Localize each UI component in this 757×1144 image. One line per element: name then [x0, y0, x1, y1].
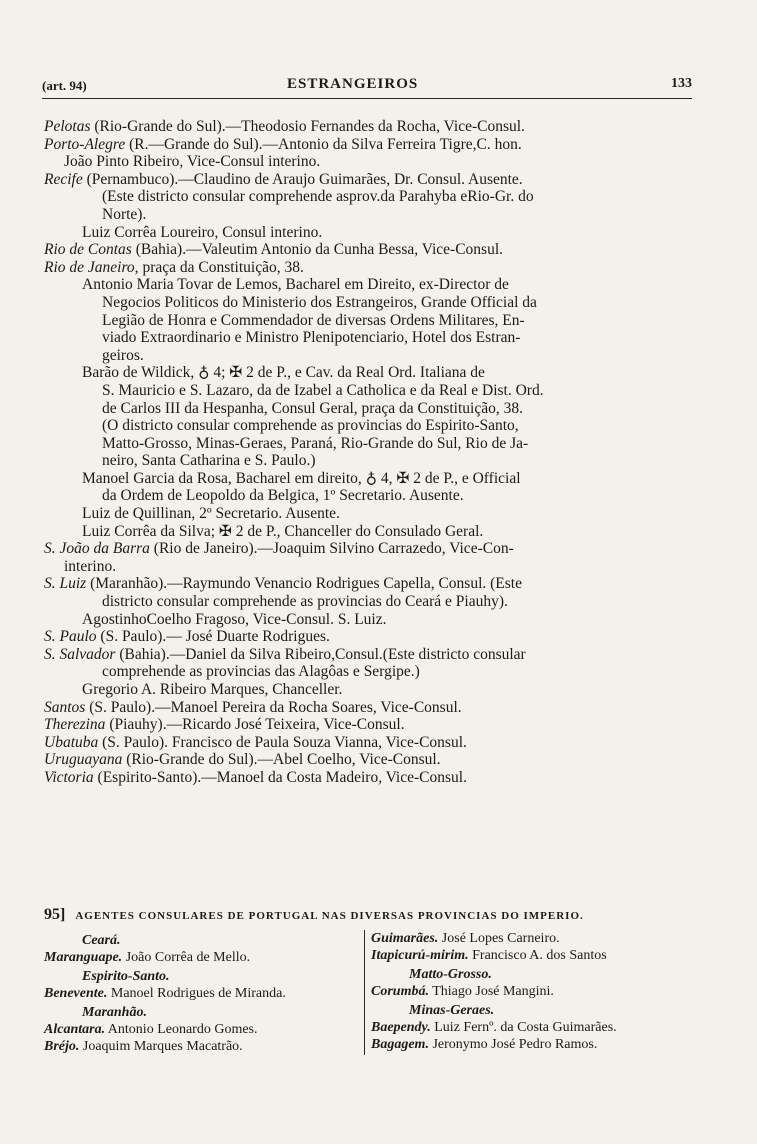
- entry-sao-luiz: [44, 575, 694, 593]
- agent-row: [371, 930, 691, 947]
- city-name: Ubatuba: [44, 733, 99, 751]
- agent-name: Thiago José Mangini.: [428, 984, 554, 999]
- agent-name: Francisco A. dos Santos: [468, 948, 607, 963]
- agent-row: [44, 985, 364, 1002]
- entry-continuation: Luiz Corrêa Loureiro, Consul interino.: [82, 223, 323, 241]
- agent-name: Antonio Leonardo Gomes.: [105, 1022, 258, 1037]
- entry-note: Norte).: [102, 205, 147, 223]
- entry-victoria: [44, 769, 694, 787]
- consul-list: [44, 118, 694, 787]
- entry-continuation: AgostinhoCoelho Fragoso, Vice-Consul. S. Luiz.: [82, 610, 387, 628]
- entry-uruguayana: [44, 751, 694, 769]
- entry-text: (S. Paulo).— José Duarte Rodrigues.: [96, 628, 330, 646]
- entry-rio-contas: [44, 241, 694, 259]
- province-heading: Maranhão.: [82, 1005, 147, 1020]
- city-name: Rio de Janeiro,: [44, 258, 139, 276]
- entry-text: praça da Constituição, 38.: [138, 258, 304, 276]
- agent-name: Jeronymo José Pedro Ramos.: [428, 1037, 598, 1052]
- entry-recife: [44, 171, 694, 189]
- section-title: AGENTES CONSULARES DE PORTUGAL NAS DIVERSAS PROVINCIAS DO IMPERIO.: [75, 910, 584, 922]
- running-title: ESTRANGEIROS: [287, 76, 419, 92]
- entry-sao-joao: [44, 540, 694, 558]
- entry-note: (Este districto consular comprehende asprov.da Parahyba eRio-Gr. do: [102, 188, 534, 206]
- city-name: Uruguayana: [44, 751, 123, 769]
- page-header: [42, 78, 692, 99]
- city-name: Recife: [44, 170, 83, 188]
- agent-name: Luiz Fernº. da Costa Guimarães.: [430, 1020, 617, 1035]
- entry-text: (Rio-Grande do Sul).—Theodosio Fernandes da Rocha, Vice-Consul.: [90, 118, 525, 135]
- province-heading: Minas-Geraes.: [409, 1003, 495, 1018]
- agent-place: Corumbá.: [371, 984, 429, 999]
- consul-line: Barão de Wildick, ♁ 4; ✠ 2 de P., e Cav. da Real Ord. Italiana de: [82, 364, 485, 382]
- consul-line: S. Mauricio e S. Lazaro, da de Izabel a Catholica e da Real e Dist. Ord.: [102, 381, 544, 399]
- entry-continuation: João Pinto Ribeiro, Vice-Consul interino.: [64, 153, 321, 171]
- city-name: S. Luiz: [44, 575, 87, 593]
- city-name: S. Salvador: [44, 645, 116, 663]
- agent-name: Manoel Rodrigues de Miranda.: [107, 986, 286, 1001]
- consul-line: geiros.: [102, 346, 144, 364]
- agent-row: [371, 983, 691, 1000]
- entry-salvador: [44, 646, 694, 664]
- consul-line: Matto-Grosso, Minas-Geraes, Paraná, Rio-Grande do Sul, Rio de Ja-: [102, 434, 529, 452]
- agent-name: João Corrêa de Mello.: [122, 950, 251, 965]
- entry-text: (S. Paulo). Francisco de Paula Souza Vianna, Vice-Consul.: [98, 733, 467, 751]
- agent-place: Baependy.: [371, 1020, 431, 1035]
- city-name: Victoria: [44, 768, 94, 786]
- agent-row: [371, 1036, 691, 1053]
- entry-text: (Maranhão).—Raymundo Venancio Rodrigues Capella, Consul. (Este: [86, 575, 522, 593]
- city-name: Santos: [44, 698, 86, 716]
- entry-continuation: Gregorio A. Ribeiro Marques, Chanceller.: [82, 681, 343, 698]
- entry-sao-paulo: [44, 628, 694, 646]
- consul-line: (O districto consular comprehende as provincias do Espirito-Santo,: [102, 417, 519, 435]
- entry-santos: [44, 699, 694, 717]
- agent-row: [371, 1019, 691, 1036]
- entry-text: (S. Paulo).—Manoel Pereira da Rocha Soares, Vice-Consul.: [85, 698, 462, 716]
- agents-table: [44, 930, 694, 1055]
- entry-rio-janeiro: [44, 259, 694, 277]
- agent-place: Guimarães.: [371, 931, 439, 946]
- consul-line: de Carlos III da Hespanha, Consul Geral, praça da Constituição, 38.: [102, 399, 523, 417]
- page-number: 133: [671, 76, 692, 91]
- entry-therezina: [44, 716, 694, 734]
- section-heading: [44, 906, 694, 924]
- city-name: S. João da Barra: [44, 540, 150, 558]
- article-ref: (art. 94): [42, 78, 87, 93]
- section-number: 95]: [44, 906, 66, 923]
- province-heading: Matto-Grosso.: [409, 967, 492, 982]
- entry-text: (R.—Grande do Sul).—Antonio da Silva Ferreira Tigre,C. hon.: [125, 135, 522, 153]
- agent-row: [44, 949, 364, 966]
- entry-text: (Rio-Grande do Sul).—Abel Coelho, Vice-Consul.: [122, 751, 441, 769]
- agent-place: Itapicurú-mirim.: [371, 948, 469, 963]
- city-name: Therezina: [44, 716, 106, 734]
- entry-ubatuba: [44, 734, 694, 752]
- city-name: Porto-Alegre: [44, 135, 126, 153]
- consul-line: Legião de Honra e Commendador de diversas Ordens Militares, En-: [102, 311, 525, 329]
- entry-note: districto consular comprehende as provincias do Ceará e Piauhy).: [102, 593, 508, 611]
- entry-text: (Rio de Janeiro).—Joaquim Silvino Carrazedo, Vice-Con-: [149, 540, 514, 558]
- consul-line: Negocios Politicos do Ministerio dos Estrangeiros, Grande Official da: [102, 293, 537, 311]
- entry-text: (Pernambuco).—Claudino de Araujo Guimarães, Dr. Consul. Ausente.: [82, 170, 523, 188]
- agent-name: José Lopes Carneiro.: [438, 931, 560, 946]
- consul-line: Luiz de Quillinan, 2º Secretario. Ausente.: [82, 505, 340, 523]
- section-95: [44, 906, 694, 1054]
- agent-place: Maranguape.: [44, 950, 123, 965]
- entry-continuation: interino.: [64, 557, 117, 575]
- agent-place: Alcantara.: [44, 1022, 106, 1037]
- agent-place: Bréjo.: [44, 1039, 80, 1054]
- consul-line: Antonio Maria Tovar de Lemos, Bacharel em Direito, ex-Director de: [82, 276, 509, 294]
- city-name: Rio de Contas: [44, 241, 132, 259]
- province-heading: Espirito-Santo.: [82, 969, 170, 984]
- consul-line: Luiz Corrêa da Silva; ✠ 2 de P., Chanceller do Consulado Geral.: [82, 522, 484, 540]
- city-name: S. Paulo: [44, 628, 97, 646]
- consul-line: viado Extraordinario e Ministro Plenipotenciario, Hotel dos Estran-: [102, 329, 521, 347]
- consul-line: neiro, Santa Catharina e S. Paulo.): [102, 452, 316, 470]
- agent-row: [371, 947, 691, 964]
- agents-column-left: [44, 930, 364, 1055]
- entry-text: (Piauhy).—Ricardo José Teixeira, Vice-Consul.: [105, 716, 405, 734]
- entry-text: (Bahia).—Daniel da Silva Ribeiro,Consul.(Este districto consular: [115, 645, 526, 663]
- entry-text: (Espirito-Santo).—Manoel da Costa Madeiro, Vice-Consul.: [93, 768, 467, 786]
- agent-row: [44, 1021, 364, 1038]
- agent-place: Benevente.: [44, 986, 108, 1001]
- agents-column-right: [364, 930, 691, 1055]
- entry-porto-alegre: [44, 136, 694, 154]
- agent-name: Joaquim Marques Macatrão.: [79, 1039, 243, 1054]
- consul-line: Manoel Garcia da Rosa, Bacharel em direito, ♁ 4, ✠ 2 de P., e Official: [82, 469, 521, 487]
- entry-note: comprehende as provincias das Alagôas e Sergipe.): [102, 663, 420, 681]
- province-heading: Ceará.: [82, 933, 121, 948]
- entry-text: (Bahia).—Valeutim Antonio da Cunha Bessa, Vice-Consul.: [131, 241, 504, 259]
- agent-row: [44, 1038, 364, 1055]
- entry-pelotas: [44, 118, 694, 136]
- consul-line: da Ordem de Leopoldo da Belgica, 1º Secretario. Ausente.: [102, 487, 464, 505]
- city-name: Pelotas: [44, 118, 91, 135]
- agent-place: Bagagem.: [371, 1037, 429, 1052]
